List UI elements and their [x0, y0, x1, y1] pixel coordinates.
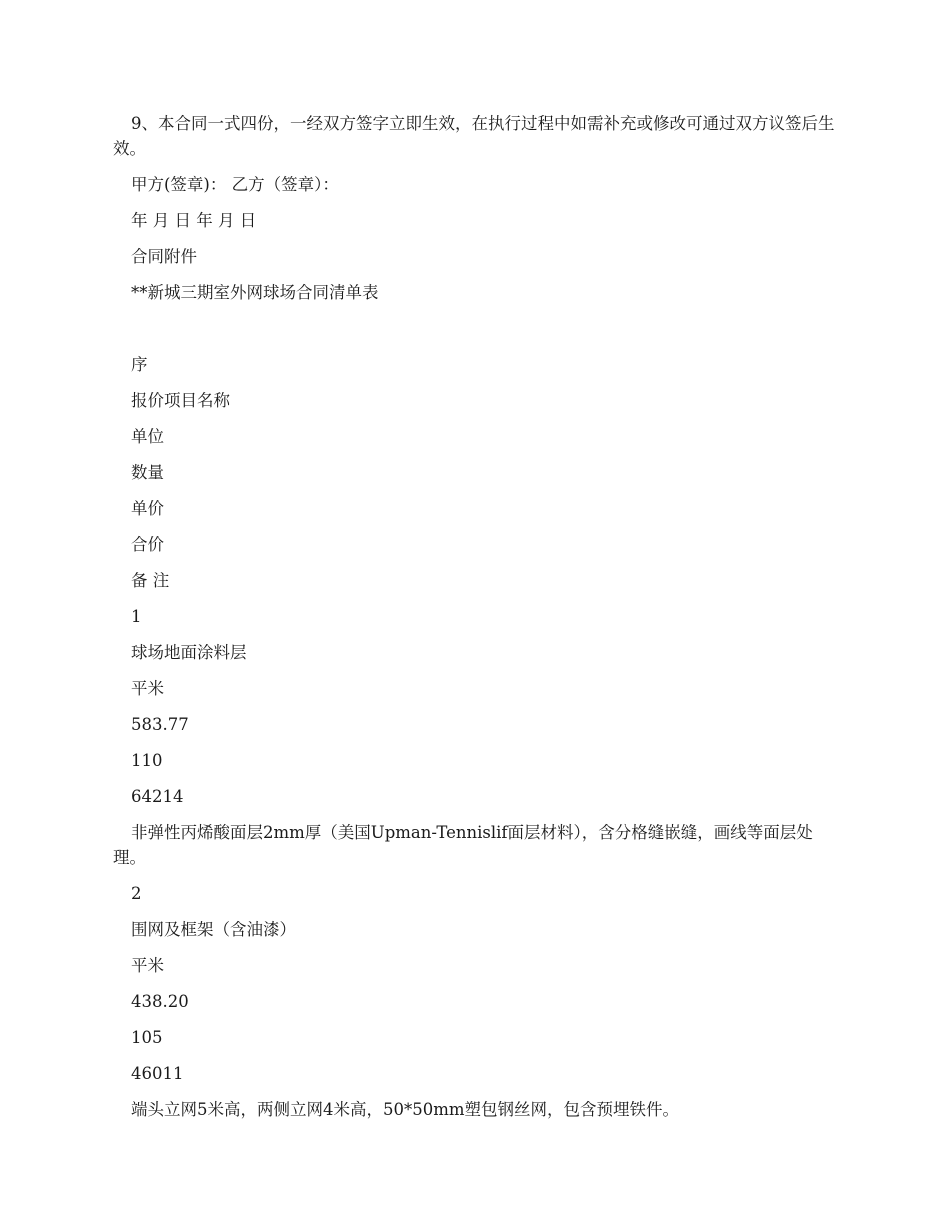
table-header-unit-price: 单价 [131, 499, 164, 518]
table-header-remarks: 备 注 [131, 571, 170, 590]
row-1-remarks: 非弹性丙烯酸面层2mm厚（美国Upman-Tennislif面层材料），含分格缝嵌缝，画线等面层处理。 [113, 823, 813, 867]
row-1-unit-price: 110 [131, 751, 163, 770]
row-2-total-price: 46011 [131, 1064, 184, 1083]
row-1-total-price: 64214 [131, 787, 184, 806]
row-2-quantity: 438.20 [131, 992, 189, 1011]
row-2-item-name: 围网及框架（含油漆） [131, 920, 296, 939]
appendix-heading: 合同附件 [131, 247, 197, 266]
row-1-unit: 平米 [131, 679, 164, 698]
row-2-unit-price: 105 [131, 1028, 163, 1047]
table-header-quantity: 数量 [131, 463, 164, 482]
row-1-item-name: 球场地面涂料层 [131, 643, 247, 662]
table-header-item-name: 报价项目名称 [131, 391, 230, 410]
table-header-no: 序 [131, 355, 148, 374]
row-2-remarks: 端头立网5米高，两侧立网4米高，50*50mm塑包钢丝网，包含预埋铁件。 [131, 1100, 680, 1119]
signature-parties-line: 甲方(签章)： 乙方（签章）： [131, 175, 339, 194]
row-1-no: 1 [131, 607, 142, 626]
table-header-unit: 单位 [131, 427, 164, 446]
signature-date-line: 年 月 日 年 月 日 [131, 211, 257, 230]
appendix-title: **新城三期室外网球场合同清单表 [131, 283, 379, 302]
document-body [113, 111, 838, 1133]
row-2-unit: 平米 [131, 956, 164, 975]
row-2-no: 2 [131, 884, 142, 903]
row-1-quantity: 583.77 [131, 715, 189, 734]
clause-9-paragraph: 9、本合同一式四份，一经双方签字立即生效，在执行过程中如需补充或修改可通过双方议签后生效。 [113, 114, 835, 158]
table-header-total-price: 合价 [131, 535, 164, 554]
blank-line [113, 316, 838, 341]
